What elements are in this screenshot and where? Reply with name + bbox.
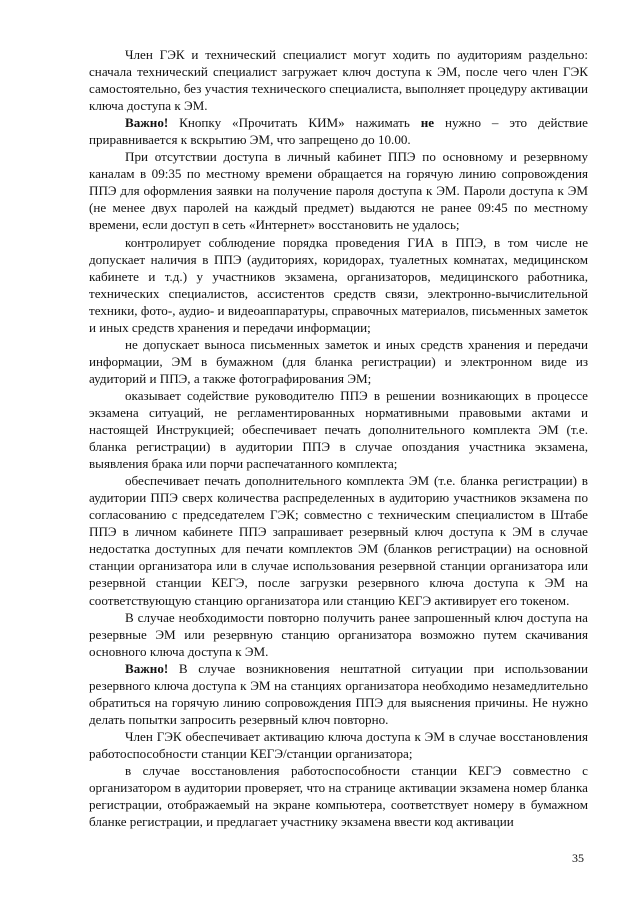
paragraph-text: оказывает содействие руководителю ППЭ в решении возникающих в процессе экзамена ситуаций, не регламентированных нормативными правовыми актами и настоящей Инструкцией; обеспечивает печать дополнительного комплекта ЭМ (т.е. бланка регистрации) в аудитории ППЭ в случае опоздания участника экзамена, выявления брака или порчи распечатанного комплекта;: [89, 387, 588, 472]
paragraph-2: [89, 114, 588, 148]
emphasis-not: не: [420, 115, 435, 131]
paragraph-7: [89, 472, 588, 608]
paragraph-4: [89, 234, 588, 336]
paragraph-text: в случае восстановления работоспособности станции КЕГЭ совместно с организатором в аудитории проверяет, что на странице активации экзамена номер бланка регистрации, отображаемый на экране компьютера, соответствует номеру в бумажном бланке регистрации, и предлагает участнику экзамена ввести код активации: [89, 762, 588, 830]
paragraph-text: В случае необходимости повторно получить ранее запрошенный ключ доступа на резервные ЭМ или резервную станцию организатора возможно путем скачивания основного ключа доступа к ЭМ.: [89, 609, 588, 659]
important-label: Важно!: [125, 660, 169, 676]
important-label: Важно!: [125, 115, 169, 131]
paragraph-text: В случае возникновения нештатной ситуации при использовании резервного ключа доступа к ЭМ на станциях организатора необходимо незамедлительно обратиться на горячую линию сопровождения ППЭ для выяснения причины. Не нужно делать попытки запросить резервный ключ повторно.: [89, 660, 588, 727]
paragraph-text: обеспечивает печать дополнительного комплекта ЭМ (т.е. бланка регистрации) в аудитории ППЭ сверх количества распределенных в аудиторию участников экзамена по согласованию с председателем ГЭК; совместно с техническим специалистом в Штабе ППЭ в личном кабинете ППЭ запрашивает резервный ключ доступа к ЭМ в случае недостатка доступных для печати комплектов ЭМ (бланков регистрации) на основной станции организатора или в случае использования резервной станции организатора или резервной станции КЕГЭ, после загрузки резервного ключа доступа к ЭМ на соответствующую станцию организатора или станцию КЕГЭ активирует его токеном.: [89, 473, 588, 608]
paragraph-10: [89, 728, 588, 762]
paragraph-1: [89, 46, 588, 114]
paragraph-6: [89, 387, 588, 472]
paragraph-9: [89, 660, 588, 728]
document-body: [89, 46, 588, 830]
paragraph-text: Член ГЭК обеспечивает активацию ключа доступа к ЭМ в случае восстановления работоспособности станции КЕГЭ/станции организатора;: [89, 728, 588, 761]
paragraph-11: [89, 762, 588, 830]
paragraph-text: Кнопку «Прочитать КИМ» нажимать: [168, 115, 421, 131]
paragraph-5: [89, 336, 588, 387]
paragraph-text: контролирует соблюдение порядка проведения ГИА в ППЭ, в том числе не допускает наличия в ППЭ (аудиториях, коридорах, туалетных комнатах, медицинском кабинете и т.д.) у участников экзамена, организаторов, медицинского работника, технических специалистов, ассистентов средств связи, электронно-вычислительной техники, фото-, аудио- и видеоаппаратуры, справочных материалов, письменных заметок и иных средств хранения и передачи информации;: [89, 234, 588, 335]
paragraph-text: не допускает выноса письменных заметок и иных средств хранения и передачи информации, ЭМ в бумажном (для бланка регистрации) и электронном виде из аудиторий и ППЭ, а также фотографирования ЭМ;: [89, 336, 588, 386]
paragraph-8: [89, 609, 588, 660]
paragraph-text: При отсутствии доступа в личный кабинет ППЭ по основному и резервному каналам в 09:35 по местному времени обращается на горячую линию сопровождения ППЭ для оформления заявки на получение пароля доступа к ЭМ. Пароли доступа к ЭМ (не менее двух паролей на каждый предмет) выдаются не ранее 09:45 по местному времени, если доступ в сеть «Интернет» восстановить не удалось;: [89, 149, 588, 233]
paragraph-3: [89, 148, 588, 233]
paragraph-text: Член ГЭК и технический специалист могут ходить по аудиториям раздельно: сначала технический специалист загружает ключ доступа к ЭМ, после чего член ГЭК самостоятельно, без участия технического специалиста, выполняет процедуру активации ключа доступа к ЭМ.: [89, 47, 588, 114]
page-number: 35: [572, 851, 584, 865]
paragraph-text: нужно – это действие приравнивается к вскрытию ЭМ, что запрещено до 10.00.: [89, 115, 588, 148]
